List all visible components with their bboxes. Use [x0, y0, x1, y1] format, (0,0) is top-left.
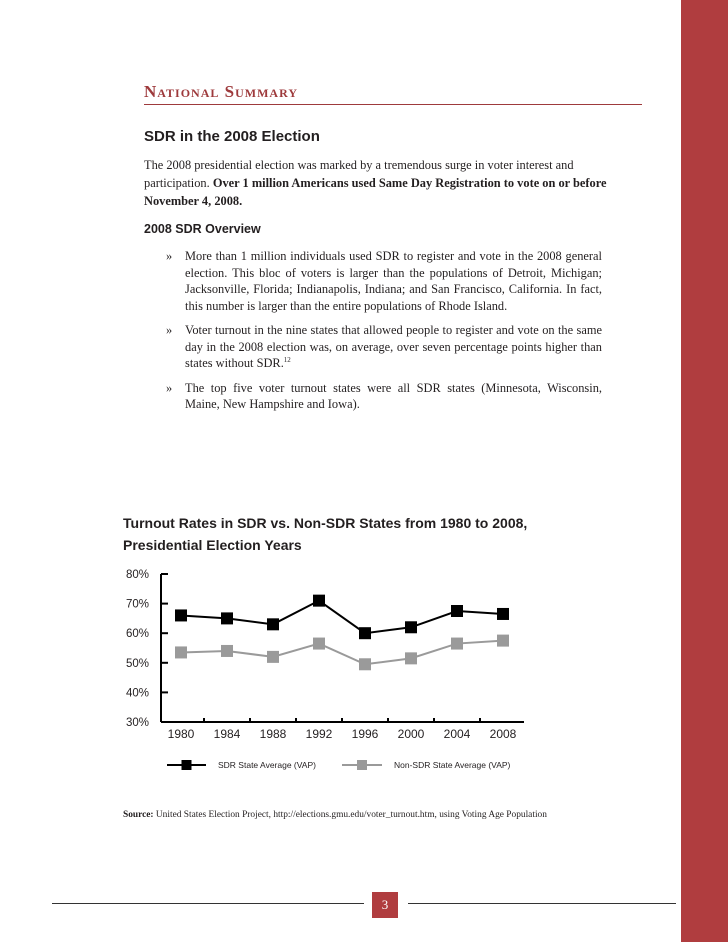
- non-sdr-data-point: [497, 635, 509, 647]
- non-sdr-data-point: [451, 638, 463, 650]
- non-sdr-data-point: [267, 651, 279, 663]
- bullet-marker: »: [166, 249, 173, 263]
- legend-label: Non-SDR State Average (VAP): [394, 760, 511, 770]
- non-sdr-data-point: [313, 638, 325, 650]
- bullet-marker: »: [166, 323, 173, 337]
- non-sdr-data-point: [359, 658, 371, 670]
- bullet-text: The top five voter turnout states were all SDR states (Minnesota, Wisconsin, Maine, New Hampshire and Iowa).: [185, 380, 602, 411]
- title-rule: [144, 104, 642, 105]
- x-tick-label: 2008: [489, 727, 517, 741]
- footnote-marker: 12: [283, 355, 291, 364]
- bullet-text: More than 1 million individuals used SDR to register and vote in the 2008 general election. This bloc of voters is larger than the populations of Detroit, Michigan; Jacksonville, Florida; Indianapolis, Indiana; and San Francisco, California. In fact, this number is larger than the entire populations of Rhode Island.: [185, 249, 602, 313]
- overview-heading: 2008 SDR Overview: [144, 222, 261, 236]
- non-sdr-data-point: [175, 646, 187, 658]
- footer-rule-right: [408, 903, 676, 904]
- y-tick-label: 70%: [126, 598, 150, 611]
- legend-label: SDR State Average (VAP): [218, 760, 316, 770]
- page-number: 3: [372, 892, 398, 918]
- intro-paragraph: [144, 156, 624, 210]
- sdr-data-point: [175, 609, 187, 621]
- x-tick-label: 2000: [397, 727, 425, 741]
- sdr-data-point: [451, 605, 463, 617]
- bullet-text: Voter turnout in the nine states that allowed people to register and vote on the same day in the 2008 election was, on average, over seven percentage points higher than states without SDR.: [185, 323, 602, 370]
- source-citation: [123, 810, 547, 820]
- bullet-item: [166, 322, 602, 372]
- y-tick-label: 80%: [126, 569, 150, 581]
- bullet-item: [166, 248, 602, 314]
- accent-sidebar: [681, 0, 728, 942]
- section-heading: SDR in the 2008 Election: [144, 128, 320, 145]
- x-tick-label: 1996: [351, 727, 379, 741]
- sdr-data-point: [267, 618, 279, 630]
- x-tick-label: 1984: [213, 727, 241, 741]
- x-tick-label: 1992: [305, 727, 333, 741]
- non-sdr-data-point: [405, 652, 417, 664]
- sdr-data-point: [221, 612, 233, 624]
- y-tick-label: 40%: [126, 687, 150, 700]
- x-tick-label: 1988: [259, 727, 287, 741]
- x-tick-label: 2004: [443, 727, 471, 741]
- sdr-data-point: [497, 608, 509, 620]
- bullet-marker: »: [166, 380, 173, 395]
- turnout-line-chart: [120, 562, 540, 782]
- footer-rule-left: [52, 903, 364, 904]
- non-sdr-data-point: [221, 645, 233, 657]
- sdr-data-point: [405, 621, 417, 633]
- section-title: National Summary: [144, 82, 298, 101]
- x-tick-label: 1980: [167, 727, 195, 741]
- y-tick-label: 30%: [126, 717, 150, 729]
- y-tick-label: 60%: [126, 628, 150, 641]
- intro-bold-text: Over 1 million Americans used Same Day Registration to vote on or before November 4, 2008.: [144, 176, 607, 208]
- bullet-item: [166, 380, 602, 413]
- sdr-data-point: [313, 595, 325, 607]
- source-text: United States Election Project, http://elections.gmu.edu/voter_turnout.htm, using Voting Age Population: [155, 810, 547, 820]
- intro-plain-text: The 2008 presidential election was marked by a tremendous surge in voter interest and participation.: [144, 158, 574, 190]
- source-label: Source:: [123, 810, 154, 820]
- legend-marker: [357, 760, 367, 770]
- chart-title: Turnout Rates in SDR vs. Non-SDR States from 1980 to 2008, Presidential Election Years: [123, 515, 528, 553]
- overview-bullet-list: [166, 248, 602, 421]
- legend-marker: [182, 760, 192, 770]
- sdr-data-point: [359, 627, 371, 639]
- y-tick-label: 50%: [126, 657, 150, 670]
